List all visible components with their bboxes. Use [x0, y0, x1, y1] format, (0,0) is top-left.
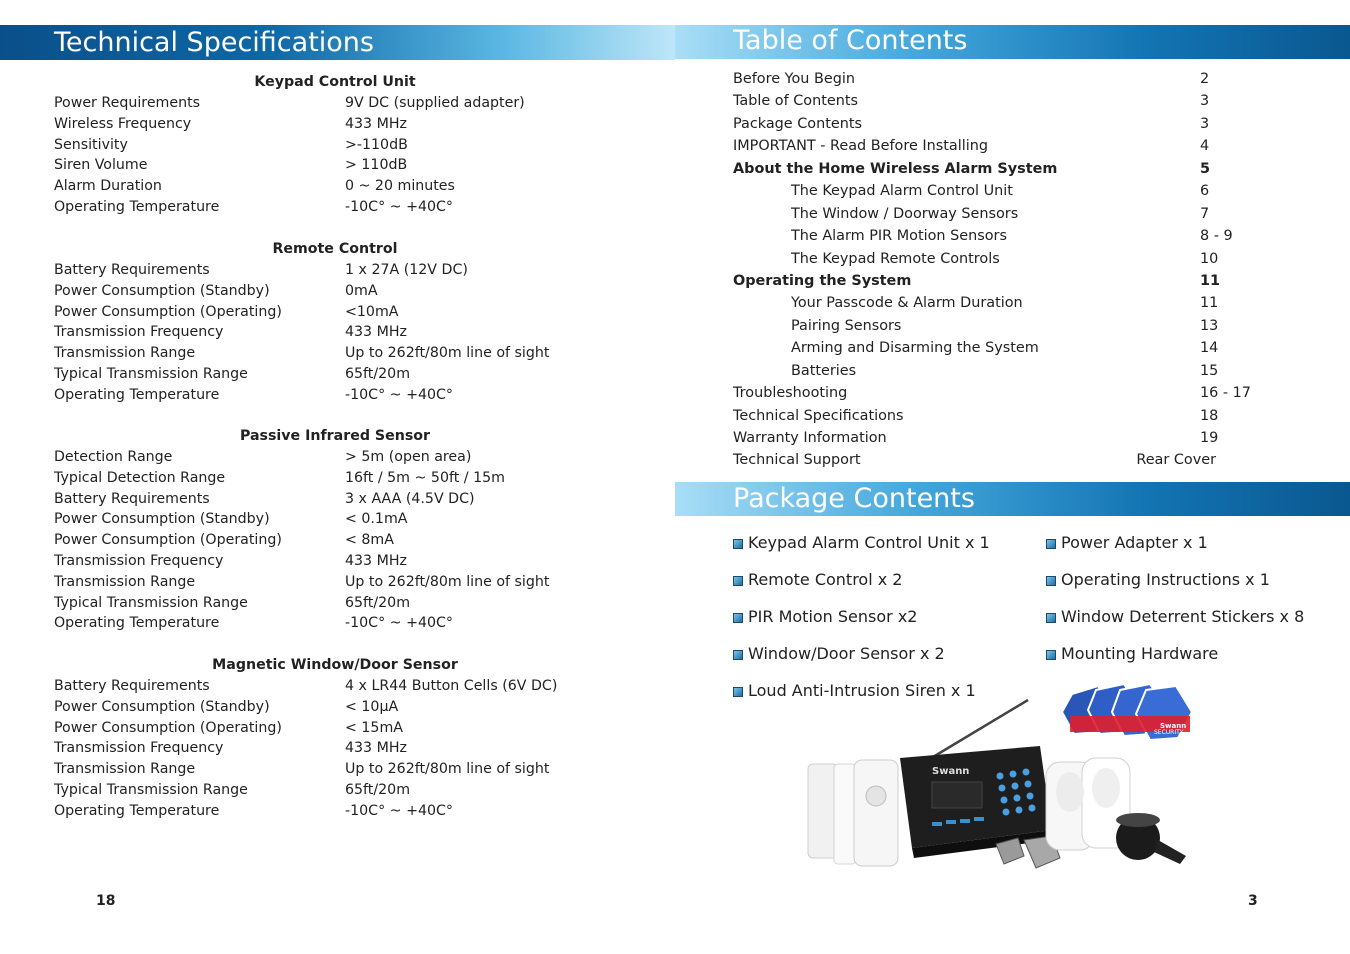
spec-section [54, 655, 614, 822]
toc-entry-title: Troubleshooting [733, 385, 848, 402]
spec-row [54, 489, 614, 510]
spec-value: <10mA [345, 303, 399, 320]
toc-entry[interactable] [733, 315, 1293, 337]
toc-entry-page: 14 [1200, 340, 1219, 357]
spec-label: Operating Temperature [54, 802, 220, 819]
page-number-right: 3 [1248, 893, 1258, 909]
spec-label: Transmission Frequency [54, 740, 224, 757]
spec-label: Battery Requirements [54, 678, 210, 694]
spec-row [54, 447, 614, 468]
spec-label: Siren Volume [54, 157, 148, 174]
spec-row [54, 135, 614, 156]
toc-entry-title: The Keypad Remote Controls [791, 250, 1000, 267]
toc-entry[interactable] [733, 203, 1293, 225]
toc-entry-page: 3 [1200, 115, 1210, 132]
toc-entry[interactable] [733, 158, 1293, 180]
spec-label: Transmission Frequency [54, 552, 224, 569]
spec-row [54, 676, 614, 697]
spec-row [54, 322, 614, 343]
spec-row [54, 176, 614, 197]
toc-entry[interactable] [733, 449, 1293, 471]
toc-title: Table of Contents [733, 25, 968, 56]
spec-value: 0mA [345, 282, 378, 299]
toc-title-banner [675, 25, 1350, 59]
spec-label: Power Consumption (Standby) [54, 511, 270, 528]
spec-label: Typical Transmission Range [54, 365, 248, 382]
spec-row [54, 509, 614, 530]
toc-entry-title: Technical Specifications [733, 407, 904, 424]
spec-value: 1 x 27A (12V DC) [345, 262, 468, 278]
toc-entry-title: Before You Begin [733, 71, 855, 87]
toc-entry[interactable] [733, 337, 1293, 359]
toc-entry[interactable] [733, 360, 1293, 382]
door-sensor [834, 764, 856, 864]
spec-row [54, 260, 614, 281]
spec-label: Operating Temperature [54, 386, 220, 403]
spec-row [54, 364, 614, 385]
spec-value: -10C° ~ +40C° [345, 386, 454, 403]
spec-row [54, 551, 614, 572]
toc-entry-page: 5 [1200, 160, 1211, 177]
spec-label: Power Consumption (Operating) [54, 719, 282, 736]
toc-entry[interactable] [733, 90, 1293, 112]
package-item-label: Loud Anti-Intrusion Siren x 1 [748, 681, 976, 700]
spec-label: Transmission Frequency [54, 324, 224, 341]
package-item [1046, 525, 1208, 561]
package-item [733, 636, 945, 672]
toc-entry-page: 8 - 9 [1200, 228, 1233, 245]
square-bullet-icon [733, 650, 743, 660]
spec-value: 433 MHz [345, 115, 407, 132]
spec-row [54, 385, 614, 406]
pir-sensor-small [854, 760, 898, 866]
toc-entry[interactable] [733, 225, 1293, 247]
spec-value: 65ft/20m [345, 594, 411, 611]
spec-label: Power Consumption (Operating) [54, 532, 282, 549]
toc-entry-page: 11 [1200, 295, 1219, 312]
toc-entry-title: About the Home Wireless Alarm System [733, 160, 1058, 177]
toc-entry-title: Arming and Disarming the System [791, 340, 1039, 357]
spec-value: < 10µA [345, 698, 399, 715]
spec-row [54, 468, 614, 489]
package-item [733, 525, 990, 561]
toc-entry-title: IMPORTANT - Read Before Installing [733, 138, 988, 155]
spec-value: 9V DC (supplied adapter) [345, 95, 525, 111]
toc-entry-page: 16 - 17 [1200, 385, 1251, 402]
square-bullet-icon [733, 613, 743, 623]
spec-label: Alarm Duration [54, 178, 162, 195]
page-number-left: 18 [96, 893, 116, 909]
toc-entry-page: 11 [1200, 272, 1221, 289]
package-title: Package Contents [733, 483, 975, 514]
toc-entry-page: 19 [1200, 430, 1219, 446]
spec-value: >-110dB [345, 136, 408, 153]
spec-row [54, 738, 614, 759]
spec-label: Power Consumption (Standby) [54, 282, 270, 299]
toc-entry-page: 3 [1200, 93, 1210, 110]
spec-value: > 110dB [345, 157, 408, 174]
toc-entry-page: 6 [1200, 183, 1210, 200]
spec-label: Typical Detection Range [54, 469, 226, 486]
spec-label: Power Requirements [54, 95, 201, 111]
spec-row [54, 114, 614, 135]
spec-label: Battery Requirements [54, 262, 210, 278]
toc-entry-title: The Alarm PIR Motion Sensors [791, 228, 1007, 245]
spec-label: Wireless Frequency [54, 115, 192, 132]
sticker-brand: Swann [1160, 722, 1187, 730]
spec-row [54, 343, 614, 364]
deterrent-stickers [1062, 684, 1192, 740]
spec-value: < 15mA [345, 719, 403, 736]
spec-section-heading: Remote Control [272, 241, 398, 257]
spec-row [54, 197, 614, 218]
toc-entry-page: 13 [1200, 317, 1219, 334]
spec-value: 0 ~ 20 minutes [345, 178, 455, 195]
spec-value: > 5m (open area) [345, 449, 472, 465]
toc-entry[interactable] [733, 68, 1293, 90]
square-bullet-icon [1046, 650, 1056, 660]
toc-entry-title: Technical Support [733, 452, 861, 469]
product-photo [800, 680, 1200, 880]
spec-label: Sensitivity [54, 136, 128, 153]
spec-label: Transmission Range [54, 761, 196, 778]
toc-entry[interactable] [733, 113, 1293, 135]
toc-entry-title: Warranty Information [733, 430, 887, 446]
toc-entry-title: Table of Contents [733, 93, 858, 110]
spec-row [54, 93, 614, 114]
toc-entry-title: Package Contents [733, 115, 862, 132]
toc-entry-title: Batteries [791, 362, 857, 379]
spec-row [54, 593, 614, 614]
spec-value: Up to 262ft/80m line of sight [345, 345, 550, 362]
toc-entry[interactable] [733, 427, 1293, 449]
toc-entry[interactable] [733, 382, 1293, 404]
spec-value: 433 MHz [345, 740, 407, 757]
spec-value: 65ft/20m [345, 781, 411, 798]
toc-entry-title: The Window / Doorway Sensors [791, 205, 1019, 222]
package-item-label: Mounting Hardware [1061, 644, 1219, 663]
spec-value: 16ft / 5m ~ 50ft / 15m [345, 469, 505, 486]
toc-entry-title: Operating the System [733, 272, 912, 289]
spec-value: 65ft/20m [345, 365, 411, 382]
spec-label: Transmission Range [54, 345, 196, 362]
toc-entry-page: 2 [1200, 71, 1210, 87]
package-item-label: Window/Door Sensor x 2 [748, 644, 945, 663]
toc-entry[interactable] [733, 135, 1293, 157]
square-bullet-icon [733, 576, 743, 586]
toc-entry-page: 4 [1200, 138, 1210, 155]
package-item-label: PIR Motion Sensor x2 [748, 607, 918, 626]
spec-row [54, 613, 614, 634]
table-of-contents [733, 68, 1293, 472]
toc-entry-page: 15 [1200, 362, 1219, 379]
toc-entry-page: 7 [1200, 205, 1210, 222]
spec-value: -10C° ~ +40C° [345, 615, 454, 632]
sticker-text: SECURITY [1154, 729, 1184, 736]
spec-value: 4 x LR44 Button Cells (6V DC) [345, 678, 558, 694]
spec-label: Detection Range [54, 449, 173, 465]
package-item-label: Keypad Alarm Control Unit x 1 [748, 533, 990, 552]
spec-section-heading: Keypad Control Unit [254, 74, 416, 90]
square-bullet-icon [733, 687, 743, 697]
package-item [1046, 636, 1218, 672]
spec-label: Operating Temperature [54, 615, 220, 632]
specs-title: Technical Specifications [54, 27, 374, 58]
square-bullet-icon [1046, 613, 1056, 623]
toc-entry[interactable] [733, 292, 1293, 314]
spec-row [54, 718, 614, 739]
spec-value: < 8mA [345, 532, 394, 549]
toc-entry-page: 10 [1200, 250, 1219, 267]
toc-entry-title: Pairing Sensors [791, 317, 902, 334]
spec-row [54, 572, 614, 593]
spec-row [54, 759, 614, 780]
spec-value: < 0.1mA [345, 511, 408, 528]
toc-entry-title: The Keypad Alarm Control Unit [791, 183, 1013, 200]
spec-label: Power Consumption (Standby) [54, 698, 270, 715]
toc-entry[interactable] [733, 248, 1293, 270]
toc-entry-page: Rear Cover [1136, 452, 1216, 469]
spec-row [54, 530, 614, 551]
spec-value: 433 MHz [345, 552, 407, 569]
spec-section [54, 239, 614, 406]
spec-value: 3 x AAA (4.5V DC) [345, 490, 475, 507]
spec-label: Battery Requirements [54, 490, 210, 507]
spec-value: -10C° ~ +40C° [345, 198, 454, 215]
specs-title-banner [0, 25, 675, 60]
spec-row [54, 302, 614, 323]
spec-label: Typical Transmission Range [54, 594, 248, 611]
toc-entry[interactable] [733, 405, 1293, 427]
package-title-banner [675, 482, 1350, 516]
spec-value: Up to 262ft/80m line of sight [345, 573, 550, 590]
spec-value: 433 MHz [345, 324, 407, 341]
package-item-label: Window Deterrent Stickers x 8 [1061, 607, 1305, 626]
package-item [733, 599, 917, 635]
spec-label: Operating Temperature [54, 198, 220, 215]
keypad-brand-logo: Swann [932, 766, 970, 777]
toc-entry-page: 18 [1200, 407, 1219, 424]
spec-row [54, 155, 614, 176]
spec-value: -10C° ~ +40C° [345, 802, 454, 819]
package-item [1046, 599, 1304, 635]
spec-label: Typical Transmission Range [54, 781, 248, 798]
spec-label: Transmission Range [54, 573, 196, 590]
square-bullet-icon [1046, 539, 1056, 549]
spec-row [54, 780, 614, 801]
spec-label: Power Consumption (Operating) [54, 303, 282, 320]
spec-section [54, 72, 614, 218]
spec-row [54, 697, 614, 718]
package-item-label: Remote Control x 2 [748, 570, 903, 589]
spec-value: Up to 262ft/80m line of sight [345, 761, 550, 778]
package-item [733, 562, 902, 598]
spec-section-heading: Passive Infrared Sensor [239, 428, 431, 444]
spec-section-heading: Magnetic Window/Door Sensor [212, 657, 458, 673]
spec-row [54, 281, 614, 302]
spec-section [54, 426, 614, 634]
toc-entry-title: Your Passcode & Alarm Duration [791, 295, 1023, 312]
square-bullet-icon [733, 539, 743, 549]
square-bullet-icon [1046, 576, 1056, 586]
package-item [1046, 562, 1270, 598]
toc-entry[interactable] [733, 270, 1293, 292]
package-item-label: Power Adapter x 1 [1061, 533, 1208, 552]
package-item-label: Operating Instructions x 1 [1061, 570, 1270, 589]
toc-entry[interactable] [733, 180, 1293, 202]
spec-row [54, 801, 614, 822]
